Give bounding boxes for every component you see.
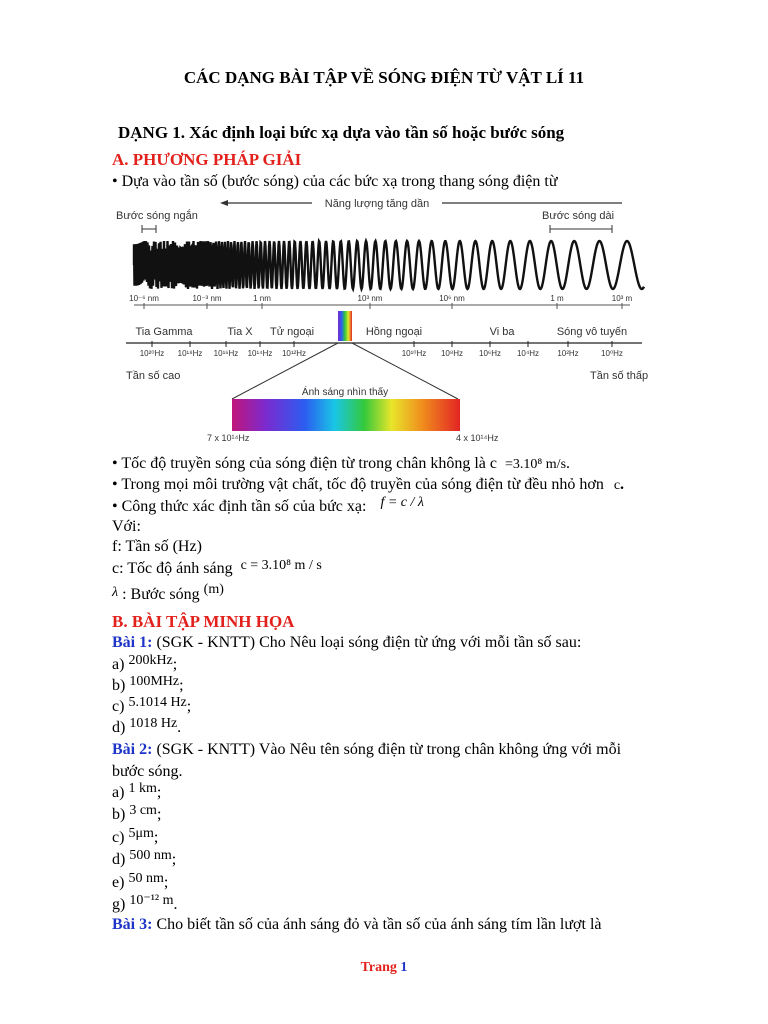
exercise-3-label: Bài 3: [112, 916, 153, 933]
exercise-1-item [112, 716, 182, 737]
em-spectrum-figure [112, 193, 658, 445]
section-b-heading: B. BÀI TẬP MINH HỌA [112, 612, 295, 631]
wavelength-tick-label: 1 m [550, 294, 564, 303]
wavelength-ticks [129, 294, 632, 309]
visible-spectrum-band [232, 399, 460, 431]
band-label: Tia X [227, 326, 253, 338]
band-label: Tử ngoại [269, 326, 315, 338]
item-label: d) [112, 719, 126, 736]
exercise-2-item [112, 893, 178, 914]
section-dang-1: DẠNG 1. Xác định loại bức xạ dựa vào tần số hoặc bước sóng [118, 123, 565, 142]
frequency-tick-label: 10¹⁴Hz [247, 349, 273, 358]
item-end: ; [171, 851, 177, 869]
def-wavelength-unit: (m) [203, 582, 224, 597]
band-labels [135, 326, 627, 338]
item-value: 50 nm [128, 870, 164, 886]
bullet-speed-text: • Tốc độ truyền sóng của sóng điện từ trong chân không là c [112, 455, 498, 472]
item-end: ; [172, 656, 178, 673]
frequency-tick-label: 10¹⁸Hz [177, 349, 203, 358]
c-symbol: c [613, 478, 621, 493]
def-speed-text: c: Tốc độ ánh sáng [112, 560, 233, 577]
exercise-2-text-cont: bước sóng. [112, 763, 183, 780]
exercise-2-item [112, 870, 169, 892]
def-speed-formula: c = 3.10⁸ m / s [240, 558, 322, 573]
frequency-tick-label: 10¹²Hz [281, 349, 307, 358]
exercise-2-item [112, 781, 162, 802]
frequency-tick-label: 10⁴Hz [516, 349, 540, 358]
bullet-speed: • Tốc độ truyền sóng của sóng điện từ trong chân không là c =3.10⁸ m/s. [112, 455, 571, 472]
item-end: ; [156, 806, 162, 824]
bullet-formula-text: • Công thức xác định tần số của bức xạ: [112, 498, 367, 515]
energy-label: Năng lượng tăng dần [324, 198, 430, 210]
exercise-2-item [112, 848, 177, 869]
frequency-tick-label: 10⁰Hz [601, 349, 623, 358]
def-speed [112, 560, 322, 578]
high-freq-label: Tần số cao [126, 370, 181, 382]
exercise-3-text: Cho biết tần số của ánh sáng đỏ và tần số của ánh sáng tím lần lượt là [152, 916, 602, 933]
item-end: ; [186, 698, 192, 715]
band-label: Vi ba [489, 326, 515, 338]
frequency-tick-label: 10²⁰Hz [139, 349, 165, 358]
item-value: 10⁻¹² m [129, 893, 174, 908]
lambda-symbol: λ [112, 585, 119, 600]
item-value: 100MHz [129, 674, 180, 689]
low-freq-label: Tần số thấp [590, 370, 649, 382]
band-label: Sóng vô tuyến [556, 326, 628, 338]
wavelength-tick-label: 10⁻³ nm [192, 294, 222, 303]
item-end: ; [153, 828, 159, 846]
exercise-1-label: Bài 1: [112, 634, 153, 651]
def-wavelength [112, 582, 224, 604]
page-footer [0, 960, 768, 976]
long-wave-label: Bước sóng dài [542, 210, 615, 222]
visible-right-freq: 4 x 10¹⁴Hz [456, 433, 499, 443]
item-end: ; [163, 873, 169, 891]
item-label: a) [112, 656, 125, 673]
item-label: c) [112, 828, 125, 846]
item-label: e) [112, 873, 125, 891]
item-label: b) [112, 806, 126, 824]
item-value: 1018 Hz [129, 716, 178, 731]
bullet-spectrum: • Dựa vào tần số (bước sóng) của các bức xạ trong thang sóng điện từ [112, 173, 558, 190]
exercise-2 [112, 741, 621, 759]
exercise-2-text: (SGK - KNTT) Vào Nêu tên sóng điện từ trong chân không ứng với mỗi [152, 741, 622, 758]
visible-light-label: Ánh sáng nhìn thấy [301, 387, 389, 398]
wavelength-tick-label: 10⁻⁶ nm [129, 294, 159, 303]
wavelength-tick-label: 1 nm [253, 294, 271, 303]
item-value: 5.1014 Hz [128, 695, 187, 710]
def-frequency: f: Tần số (Hz) [112, 538, 202, 555]
item-end: ; [156, 784, 162, 801]
item-label: d) [112, 851, 126, 869]
exercise-2-label: Bài 2: [112, 741, 153, 758]
energy-arrow-head [220, 200, 228, 206]
short-wave-label: Bước sóng ngắn [116, 210, 198, 222]
frequency-tick-label: 10⁶Hz [479, 349, 501, 358]
exercise-1-item [112, 695, 192, 716]
item-end: . [177, 719, 182, 736]
band-label: Tia Gamma [135, 326, 193, 338]
visible-slit [338, 311, 352, 341]
frequency-tick-label: 10¹⁰Hz [401, 349, 427, 358]
item-label: b) [112, 677, 126, 694]
exercise-3 [112, 916, 601, 934]
def-wavelength-text: : Bước sóng [122, 586, 200, 603]
page-number: 1 [400, 960, 408, 975]
item-label: a) [112, 784, 125, 801]
em-wave-path [134, 241, 644, 289]
item-label: g) [112, 896, 126, 913]
exercise-1-item [112, 674, 184, 695]
exercise-2-item [112, 825, 159, 847]
wavelength-tick-label: 10³ nm [357, 294, 383, 303]
item-value: 3 cm [129, 803, 157, 819]
speed-formula: =3.10⁸ m/s [505, 457, 567, 472]
item-value: 1 km [128, 781, 157, 796]
frequency-tick-label: 10⁸Hz [440, 349, 464, 358]
frequency-tick-label: 10²Hz [557, 349, 579, 358]
exercise-1-text: (SGK - KNTT) Cho Nêu loại sóng điện từ ứng với mỗi tần số sau: [152, 634, 582, 651]
wavelength-tick-label: 10³ m [611, 294, 633, 303]
item-label: c) [112, 698, 125, 715]
bullet-medium-text: • Trong mọi môi trường vật chất, tốc độ truyền của sóng điện từ đều nhỏ hơn [112, 476, 604, 493]
item-value: 5μm [128, 825, 154, 841]
frequency-formula: f = c / λ [380, 495, 424, 510]
document-title: CÁC DẠNG BÀI TẬP VỀ SÓNG ĐIỆN TỪ VẬT LÍ 11 [183, 68, 585, 87]
visible-left-freq: 7 x 10¹⁴Hz [207, 433, 250, 443]
item-value: 500 nm [129, 848, 172, 864]
footer-label: Trang [360, 960, 401, 975]
band-label: Hồng ngoại [365, 326, 423, 338]
exercise-1 [112, 634, 581, 652]
wavelength-tick-label: 10⁶ nm [439, 294, 465, 303]
exercise-2-item [112, 803, 162, 824]
item-end: . [173, 896, 178, 913]
section-a-heading: A. PHƯƠNG PHÁP GIẢI [112, 150, 302, 169]
bullet-medium: • Trong mọi môi trường vật chất, tốc độ truyền của sóng điện từ đều nhỏ hơn c. [112, 476, 625, 493]
with-label: Với: [112, 518, 141, 535]
bullet-formula [112, 495, 424, 516]
frequency-tick-label: 10¹⁶Hz [213, 349, 239, 358]
item-value: 200kHz [128, 653, 173, 668]
exercise-1-item [112, 653, 178, 674]
item-end: ; [179, 677, 184, 694]
